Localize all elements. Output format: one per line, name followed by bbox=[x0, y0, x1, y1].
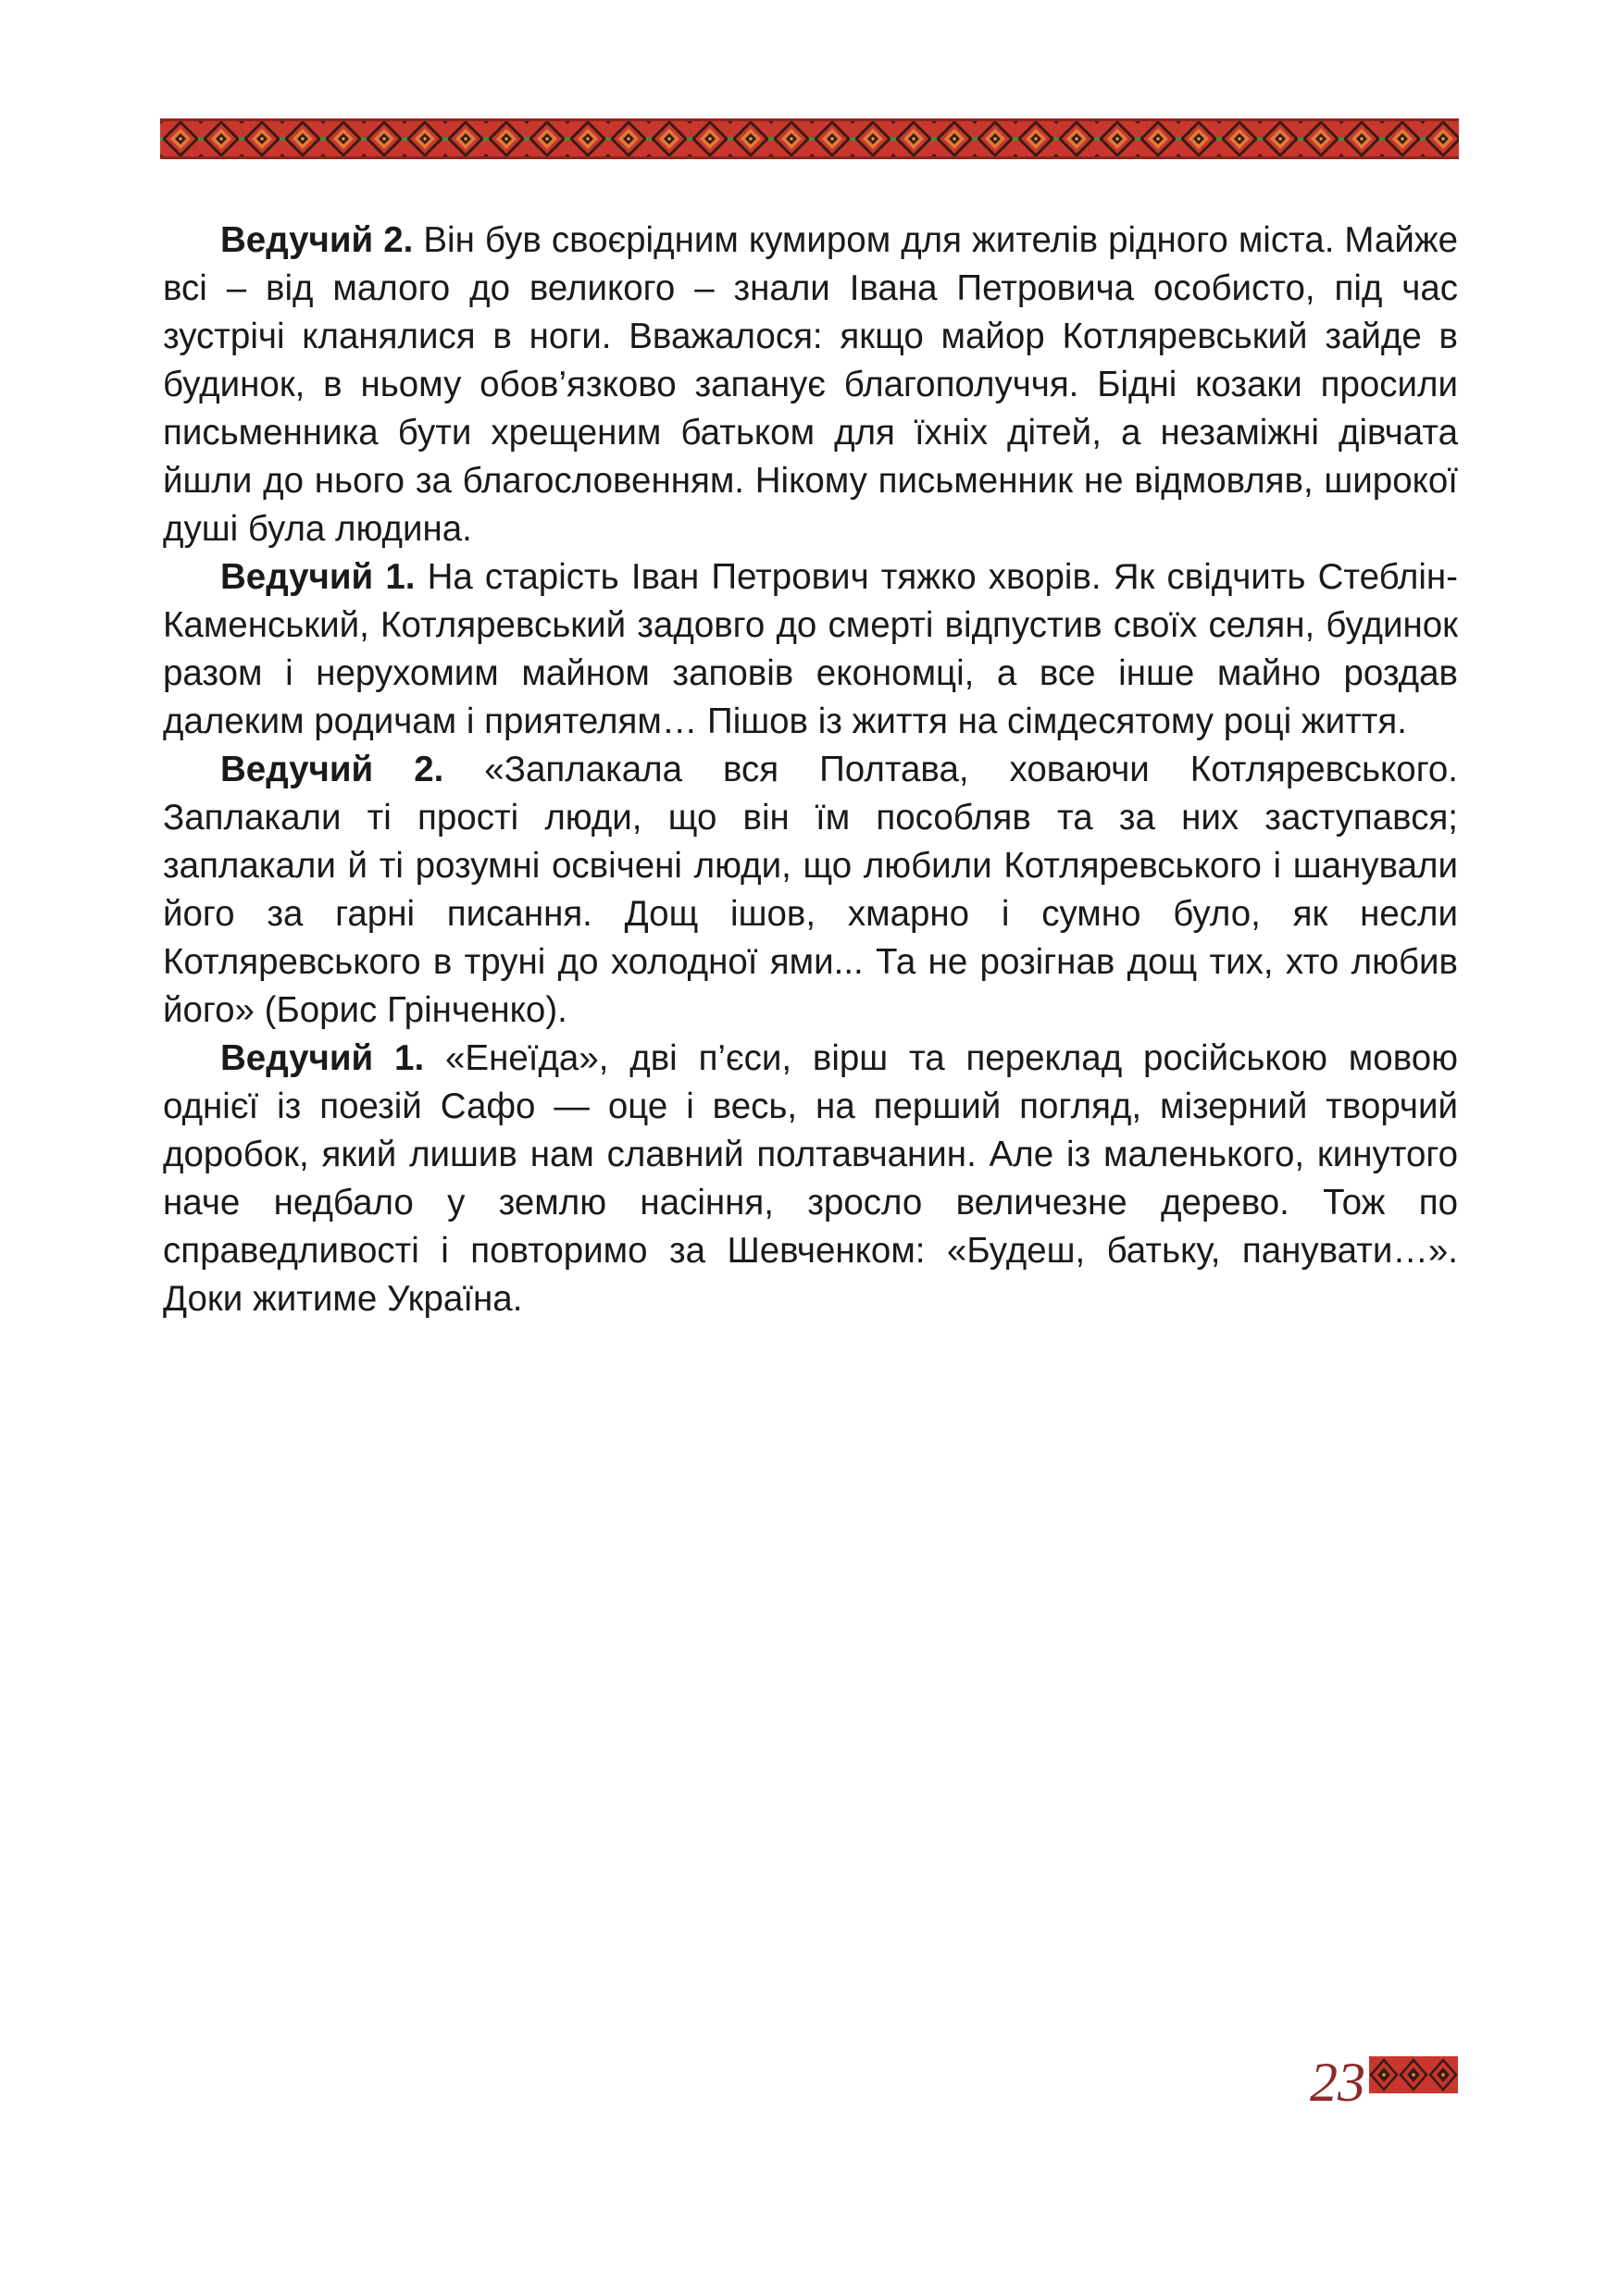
page-number: 23 bbox=[1310, 2052, 1365, 2113]
speaker-label: Ведучий 1. bbox=[220, 557, 416, 597]
embroidery-ornament-corner bbox=[1369, 2056, 1458, 2093]
paragraph-text: На старість Іван Петрович тяжко хворів. Як свідчить Стеблін-Каменський, Котляревський задовго до смерті відпустив своїх селян, будинок разом і нерухомим майном заповів економці, а все інше майно роздав далеким родичам і приятелям… Пішов із життя на сімдесятому році життя. bbox=[163, 557, 1458, 741]
page-body bbox=[163, 217, 1458, 1323]
paragraph-presenter-2-second bbox=[163, 746, 1458, 1035]
speaker-label: Ведучий 1. bbox=[220, 1038, 425, 1078]
paragraph-text: «Заплакала вся Полтава, ховаючи Котляревського. Заплакали ті прості люди, що він їм пособляв та за них заступався; заплакали й ті розумні освічені люди, що любили Котляревського і шанували його за гарні писання. Дощ ішов, хмарно і сумно було, як несли Котляревського в труні до холодної ями... Та не розігнав дощ тих, хто любив його» (Борис Грінченко). bbox=[163, 750, 1458, 1030]
speaker-label: Ведучий 2. bbox=[220, 750, 444, 789]
paragraph-text: Він був своєрідним кумиром для жителів рідного міста. Майже всі – від малого до великого – знали Івана Петровича особисто, під час зустрічі кланялися в ноги. Вважалося: якщо майор Котляревський зайде в будинок, в ньому обов’язково запанує благополуччя. Бідні козаки просили письменника бути хрещеним батьком для їхніх дітей, а незаміжні дівчата йшли до нього за благословенням. Нікому письменник не відмовляв, широкої душі була людина. bbox=[163, 220, 1459, 549]
paragraph-presenter-2-first bbox=[163, 217, 1458, 553]
paragraph-presenter-1-second bbox=[163, 1035, 1458, 1323]
paragraph-text: «Енеїда», дві п’єси, вірш та переклад російською мовою однієї із поезій Сафо — оце і весь, на перший погляд, мізерний творчий доробок, який лишив нам славний полтавчанин. Але із маленького, кинутого наче недбало у землю насіння, зросло величезне дерево. Тож по справедливості і повторимо за Шевченком: «Будеш, батьку, панувати…». Доки житиме Україна. bbox=[163, 1038, 1458, 1319]
embroidery-ornament-band bbox=[160, 118, 1459, 159]
paragraph-presenter-1-first bbox=[163, 553, 1458, 746]
speaker-label: Ведучий 2. bbox=[220, 220, 414, 260]
